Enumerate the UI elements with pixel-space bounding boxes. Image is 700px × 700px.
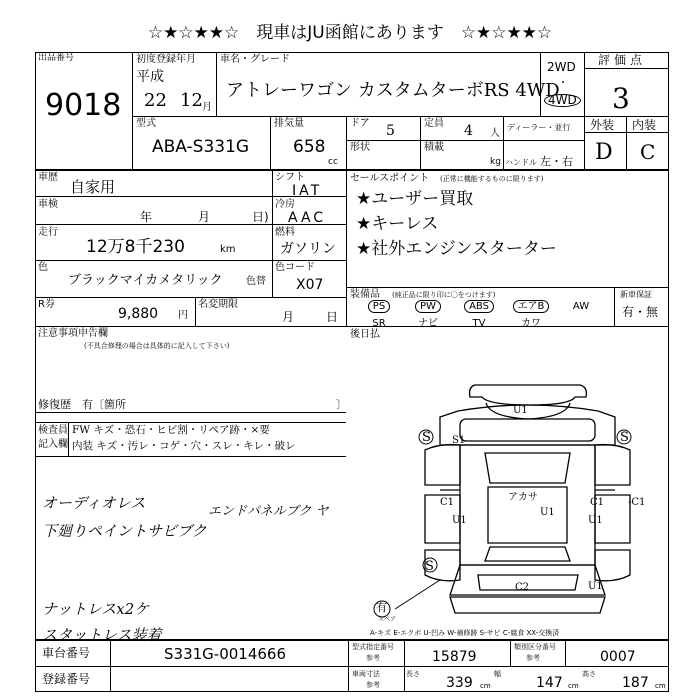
hand-note-3: エンドパネルブク ヤ	[208, 504, 329, 519]
sales-type-label: 形状	[350, 142, 370, 153]
interior-value: C	[640, 140, 656, 164]
mark-s-right: S	[620, 430, 629, 445]
fuel-value: ガソリン	[280, 241, 336, 257]
mark-s-left: S	[422, 430, 431, 445]
first-reg-month: 12	[180, 90, 203, 111]
type-cert-ref: 参考	[366, 654, 380, 662]
height-label: 高さ	[582, 670, 596, 678]
equip-pw: PW	[415, 300, 441, 313]
mark-c1-outside: -C1	[628, 497, 646, 508]
drive-2wd: 2WD	[547, 60, 576, 74]
length-value: 339	[446, 675, 473, 691]
equipment-row	[355, 300, 610, 313]
color-label: 色	[38, 262, 48, 273]
notes-label: 注意事項申告欄	[38, 328, 108, 339]
repair-label: 修復歴	[38, 398, 71, 411]
usage-value: 自家用	[70, 178, 116, 196]
dimensions-label: 車両寸法	[352, 670, 380, 678]
shift-value: IAT	[292, 183, 323, 199]
mark-s-bottom: S	[425, 559, 434, 574]
name-change-label: 名変期限	[198, 299, 238, 310]
mark-u1-top: U1	[513, 405, 528, 416]
first-reg-era: 平成	[136, 69, 164, 85]
handle-label: ハンドル	[505, 158, 537, 167]
length-label: 長さ	[406, 670, 420, 678]
displacement-value: 658	[293, 137, 326, 157]
height-unit: cm	[655, 682, 666, 690]
sales-point-2: ★キーレス	[356, 214, 439, 234]
color-value: ブラックマイカメタリック	[68, 273, 223, 288]
exterior-label: 外装	[590, 118, 615, 132]
repair-close: 〕	[336, 398, 347, 411]
class-num-value: 0007	[600, 649, 636, 665]
recycle-unit: 円	[178, 310, 188, 321]
type-cert-value: 15879	[432, 649, 477, 665]
recycle-value: 9,880	[118, 306, 159, 322]
notes-sub: (不具合修理の場合は具体的に記入して下さい)	[84, 342, 230, 350]
dealer-label: ディーラー・並行	[507, 123, 571, 132]
hand-note-5: スタットレス装着	[42, 626, 162, 644]
mark-c1-left: C1	[440, 497, 455, 508]
mileage-value: 12万8千230	[86, 237, 185, 257]
fuel-label: 燃料	[275, 227, 295, 238]
equipment-row2	[355, 314, 610, 329]
width-value: 147	[536, 675, 563, 691]
type-cert-label: 型式指定番号	[352, 643, 394, 651]
equip-airbag: エアB	[513, 300, 550, 313]
aircon-label: 冷房	[275, 199, 295, 210]
inspector-row1: FW キズ・恐石・ヒビ割・リペア跡・×要	[72, 424, 270, 436]
height-value: 187	[622, 675, 649, 691]
mark-c2: C2	[515, 582, 530, 593]
mark-u1-bottom: U1	[588, 581, 603, 592]
first-reg-label: 初度登録年月	[136, 54, 196, 65]
shift-label: シフト	[275, 172, 305, 183]
car-damage-diagram	[376, 375, 670, 630]
mark-u1-center: U1	[540, 507, 555, 518]
load-label: 積載	[424, 142, 444, 153]
score-label: 評価点	[598, 53, 647, 67]
repair-value: 有〔箇所	[82, 398, 126, 411]
width-label: 幅	[494, 670, 501, 678]
hand-note-2: 下廻りペイントサビブク	[42, 522, 207, 540]
displacement-label: 排気量	[274, 118, 304, 129]
chassis-label: 車台番号	[42, 646, 91, 660]
color-code: X07	[296, 277, 324, 293]
doors-value: 5	[386, 123, 395, 139]
name-change-day: 日	[326, 310, 339, 324]
inspector-row2: 内装 キズ・汚レ・コゲ・穴・スレ・キレ・破レ	[72, 440, 296, 452]
drive-dot: ・	[558, 78, 568, 89]
mark-c1-right: C1	[590, 497, 605, 508]
mark-u1-right: U1	[588, 515, 603, 526]
load-unit: kg	[490, 157, 501, 167]
capacity-value: 4	[464, 123, 473, 139]
first-reg-year: 22	[144, 90, 167, 111]
warranty-value: 有・無	[622, 305, 659, 319]
sales-points-sub: (正常に機能するものに限ります)	[440, 175, 544, 183]
inspector-label1: 検査員	[38, 425, 68, 436]
car-name-label: 車名・グレード	[220, 54, 290, 65]
sales-point-3: ★社外エンジンスターター	[356, 239, 557, 259]
equipment-label: 装備品	[350, 289, 380, 300]
mark-s1: S1	[452, 435, 466, 446]
equip-navi: ナビ	[418, 318, 438, 329]
lot-label: 出品番号	[38, 53, 75, 63]
inspection-month: 月	[198, 210, 211, 224]
equip-sr: SR	[372, 318, 386, 329]
capacity-unit: 人	[490, 128, 500, 139]
mark-akasa: アカサ	[508, 492, 538, 503]
aircon-value: AAC	[288, 210, 327, 226]
lot-number: 9018	[45, 88, 122, 123]
reg-num-label: 登録番号	[42, 672, 91, 686]
dimensions-ref: 参考	[366, 681, 380, 689]
car-name-value: アトレーワゴン カスタムターボRS 4WD	[226, 80, 560, 101]
color-code-label: 色コード	[275, 262, 315, 273]
exterior-value: D	[595, 140, 613, 165]
mileage-label: 走行	[38, 227, 58, 238]
rear-label: 後日払	[350, 329, 380, 340]
usage-label: 車歴	[38, 172, 58, 183]
sales-points-label: セールスポイント	[350, 173, 430, 184]
capacity-label: 定員	[424, 118, 444, 129]
first-reg-month-unit: 月	[202, 102, 212, 113]
equip-aw: AW	[572, 301, 590, 312]
mark-u1-left: U1	[452, 515, 467, 526]
drive-4wd: 4WD	[544, 94, 581, 107]
model-label: 型式	[136, 118, 156, 129]
name-change-month: 月	[282, 310, 295, 324]
length-unit: cm	[480, 682, 491, 690]
displacement-unit: cc	[328, 157, 338, 167]
inspection-label: 車検	[38, 199, 58, 210]
hand-note-1: オーディオレス	[42, 494, 146, 512]
chassis-value: S331G-0014666	[164, 645, 286, 663]
width-unit: cm	[568, 682, 579, 690]
mark-spare: スペア	[378, 616, 397, 623]
warranty-label: 新車保証	[620, 290, 652, 299]
equip-tv: TV	[472, 318, 486, 329]
class-num-label: 類別区分番号	[514, 643, 556, 651]
color-change-label: 色替	[246, 276, 266, 287]
recycle-label: R券	[38, 299, 55, 310]
inspection-day: 日)	[252, 210, 269, 224]
equip-abs: ABS	[464, 300, 494, 313]
inspector-label2: 記入欄	[38, 439, 68, 450]
handle-value: 左・右	[540, 155, 573, 168]
score-value: 3	[612, 82, 630, 115]
interior-label: 内装	[632, 118, 657, 132]
model-value: ABA-S331G	[152, 137, 250, 157]
mileage-unit: km	[220, 244, 236, 255]
equip-leather: カワ	[521, 318, 541, 329]
class-num-ref: 参考	[526, 654, 540, 662]
hand-note-4: ナットレスx2ケ	[42, 600, 150, 618]
sales-point-1: ★ユーザー買取	[356, 189, 474, 209]
inspection-year: 年	[140, 210, 153, 224]
doors-label: ドア	[350, 118, 370, 129]
header-banner: ☆★☆★★☆ 現車はJU函館にあります ☆★☆★★☆	[147, 23, 553, 43]
damage-legend: A-キズ E-エクボ U-凹み W-補修跡 S-サビ C-腐食 XX-交換済	[370, 629, 560, 637]
equip-ps: PS	[368, 300, 390, 313]
equipment-sub: (純正品に限り印に〇をつけます)	[392, 291, 496, 299]
mark-spare-yes: 有	[376, 601, 387, 614]
